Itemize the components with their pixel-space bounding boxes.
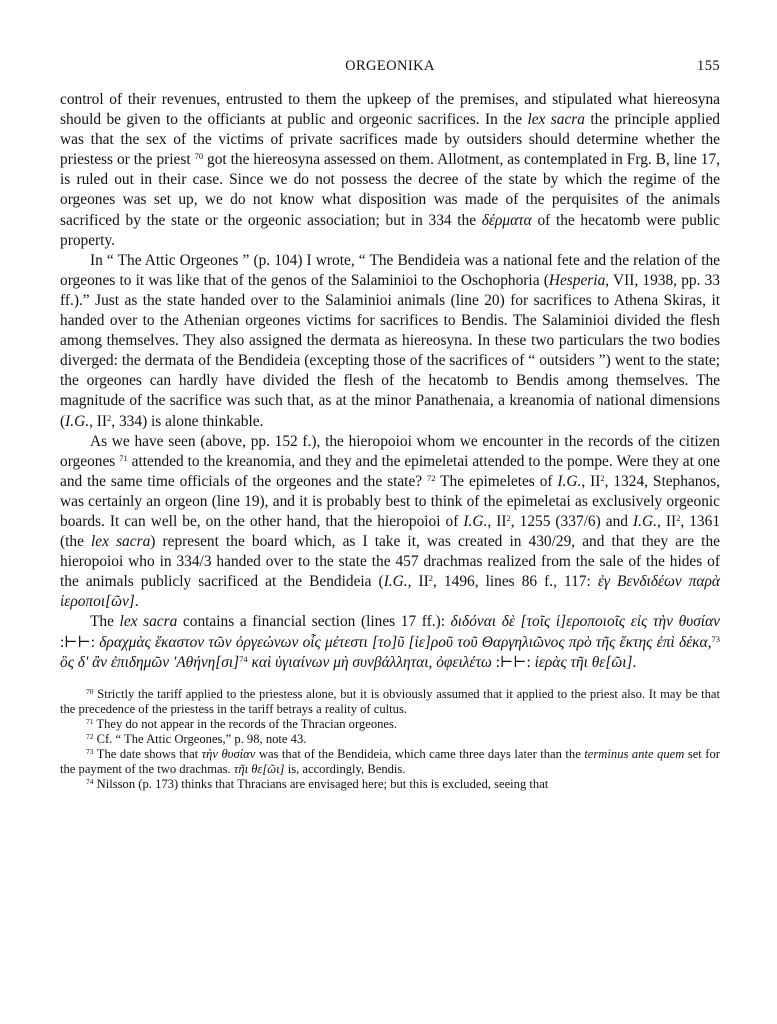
footnote-73: $^{73}$ The date shows that τὴν θυσίαν was that of the Bendideia, which came three days later than the terminus ante quem set for the payment of the two drachmas. τῆι θε[ῶι] is, accordingly, Bendis. [60, 747, 720, 777]
paragraph-1: control of their revenues, entrusted to them the upkeep of the premises, and stipulated what hiereosyna should be given to the officiants at public and orgeonic sacrifices. In the lex sacra the principle applied was that the sex of the victims of private sacrifices made by outsiders should determine whether the priestess or the priest $^{70}$ got the hiereosyna assessed on them. Allotment, as contemplated in Frg. B, line 17, is ruled out in their case. Since we do not possess the decree of the state by which the regime of the orgeones was set up, we do not know what disposition was made of the perquisites of the animals sacrificed by the state or the orgeonic association; but in 334 the δέρματα of the hecatomb were public property. [60, 91, 720, 249]
page-number: 155 [697, 58, 720, 74]
running-header [60, 58, 720, 80]
footnote-70: $^{70}$ Strictly the tariff applied to the priestess alone, but it is obviously assumed that it applied to the priest also. It may be that the precedence of the priestess in the tariff betrays a reality of cultus. [60, 686, 720, 716]
footnote-ref-71[interactable]: 71 [119, 452, 128, 463]
running-title: ORGEONIKA [345, 58, 435, 74]
paragraph-4: The lex sacra contains a financial section (lines 17 ff.): διδόναι δὲ [τοῖς ἱ]εροποιοῖς εἰς τὴν θυσίαν :⊢⊢: δραχμὰς ἕκαστον τῶν ὀργεώνων οἷς μέτεστι [το]ῦ [ἱε]ροῦ τοῦ Θαργηλιῶνος πρὸ τῆς ἕκτης ἐπὶ δέκα,$^{73}$ ὃς δ' ἂν ἐπιδημῶν '$A\theta ή\nu\eta[\sigma\iota]^{74}$ καὶ ὑγιαίνων μὴ συνβάλληται, ὀφειλέτω :⊢⊢: ἱερὰς τῆι θε[ῶι]. [60, 613, 720, 671]
footnote-ref-70[interactable]: 70 [194, 151, 204, 162]
footnote-ref-73[interactable]: 73 [711, 633, 720, 644]
footnote-ref-72[interactable]: 72 [427, 472, 436, 483]
paragraph-3: As we have seen (above, pp. 152 f.), the hieropoioi whom we encounter in the records of the citizen orgeones $^{71}$ attended to the kreanomia, and they and the epimeletai attended to the pompe. Were they at one and the same time officials of the orgeones and the state? $^{72}$ The epimeletes of I.G., $II^2$, 1324, Stephanos, was certainly an orgeon (line 19), and it is probably best to think of the epimeletai as exclusively orgeonic boards. It can well be, on the other hand, that the hieropoioi of I.G., $II^2$, 1255 (337/6) and I.G., $II^2$, 1361 (the lex sacra) represent the board which, as I take it, was created in 430/29, and that they are the hieropoioi who in 334/3 handed over to the state the 457 drachmas realized from the sale of the hides of the animals publicly sacrificed at the Bendideia (I.G., $II^2$, 1496, lines 86 f., 117: ἐγ Βενδιδέων παρὰ ἱεροποι[ῶν]. [60, 432, 721, 611]
footnote-71: $^{71}$ They do not appear in the records of the Thracian orgeones. [86, 716, 398, 731]
main-text [60, 90, 720, 673]
paragraph-2: In “ The Attic Orgeones ” (p. 104) I wrote, “ The Bendideia was a national fete and the relation of the orgeones to it was like that of the genos of the Salaminioi to the Oschophoria (Hesperia, VII, 1938, pp. 33 ff.).” Just as the state handed over to the Salaminioi animals (line 20) for sacrifices to Athena Skiras, it handed over to the Athenian orgeones victims for sacrifices to Bendis. The Salaminioi divided the flesh among themselves. They also assigned the dermata as hiereosyna. In these two particulars the two bodies diverged: the dermata of the Bendideia (excepting those of the sacrifices of “ outsiders ”) went to the state; the orgeones can hardly have divided the flesh of the hecatomb to Bendis among themselves. The magnitude of the sacrifice was such that, as at the minor Panathenaia, a kreanomia of national dimensions (I.G., $II^2$, 334) is alone thinkable. [60, 251, 721, 430]
footnote-ref-74[interactable]: 74 [239, 653, 248, 664]
footnotes [60, 687, 720, 793]
footnote-74: $^{74}$ Nilsson (p. 173) thinks that Thracians are envisaged here; but this is excluded, seeing that [86, 777, 549, 792]
book-page [60, 58, 720, 792]
footnote-72: $^{72}$ Cf. “ The Attic Orgeones,” p. 98, note 43. [86, 732, 307, 746]
